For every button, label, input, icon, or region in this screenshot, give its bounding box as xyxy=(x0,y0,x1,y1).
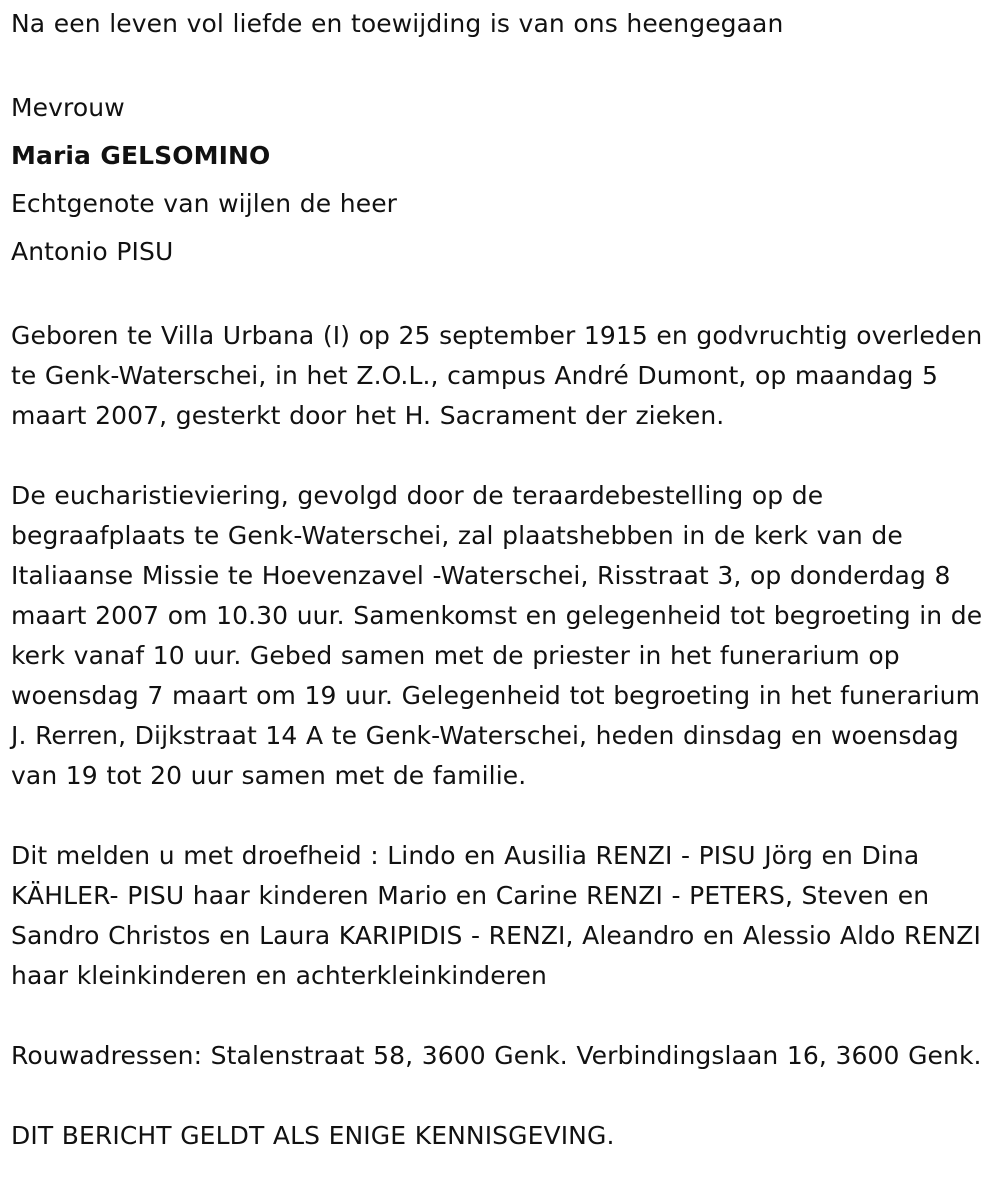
ceremony-paragraph: De eucharistieviering, gevolgd door de teraardebestelling op de begraafplaats te Genk-Waterschei, zal plaatshebben in de kerk van de Italiaanse Missie te Hoevenzavel -Waterschei, Risstraat 3, op donderdag 8 maart 2007 om 10.30 uur. Samenkomst en gelegenheid tot begroeting in de kerk vanaf 10 uur. Gebed samen met de priester in het funerarium op woensdag 7 maart om 19 uur. Gelegenheid tot begroeting in het funerarium J. Rerren, Dijkstraat 14 A te Genk-Waterschei, heden dinsdag en woensdag van 19 tot 20 uur samen met de familie. xyxy=(11,481,983,790)
addresses-paragraph: Rouwadressen: Stalenstraat 58, 3600 Genk. Verbindingslaan 16, 3600 Genk. xyxy=(11,1041,982,1070)
family-paragraph: Dit melden u met droefheid : Lindo en Ausilia RENZI - PISU Jörg en Dina KÄHLER- PISU haar kinderen Mario en Carine RENZI - PETERS, Steven en Sandro Christos en Laura KARIPIDIS - RENZI, Aleandro en Alessio Aldo RENZI haar kleinkinderen en achterkleinkinderen xyxy=(11,841,981,990)
deceased-name: Maria GELSOMINO xyxy=(11,141,271,170)
salutation: Mevrouw xyxy=(11,93,125,122)
intro-line: Na een leven vol liefde en toewijding is van ons heengegaan xyxy=(11,9,784,38)
relation-line: Echtgenote van wijlen de heer xyxy=(11,189,398,218)
spouse-name: Antonio PISU xyxy=(11,237,174,266)
birth-death-paragraph: Geboren te Villa Urbana (I) op 25 september 1915 en godvruchtig overleden te Genk-Waterschei, in het Z.O.L., campus André Dumont, op maandag 5 maart 2007, gesterkt door het H. Sacrament der zieken. xyxy=(11,321,983,430)
closing-line: DIT BERICHT GELDT ALS ENIGE KENNISGEVING. xyxy=(11,1121,615,1150)
